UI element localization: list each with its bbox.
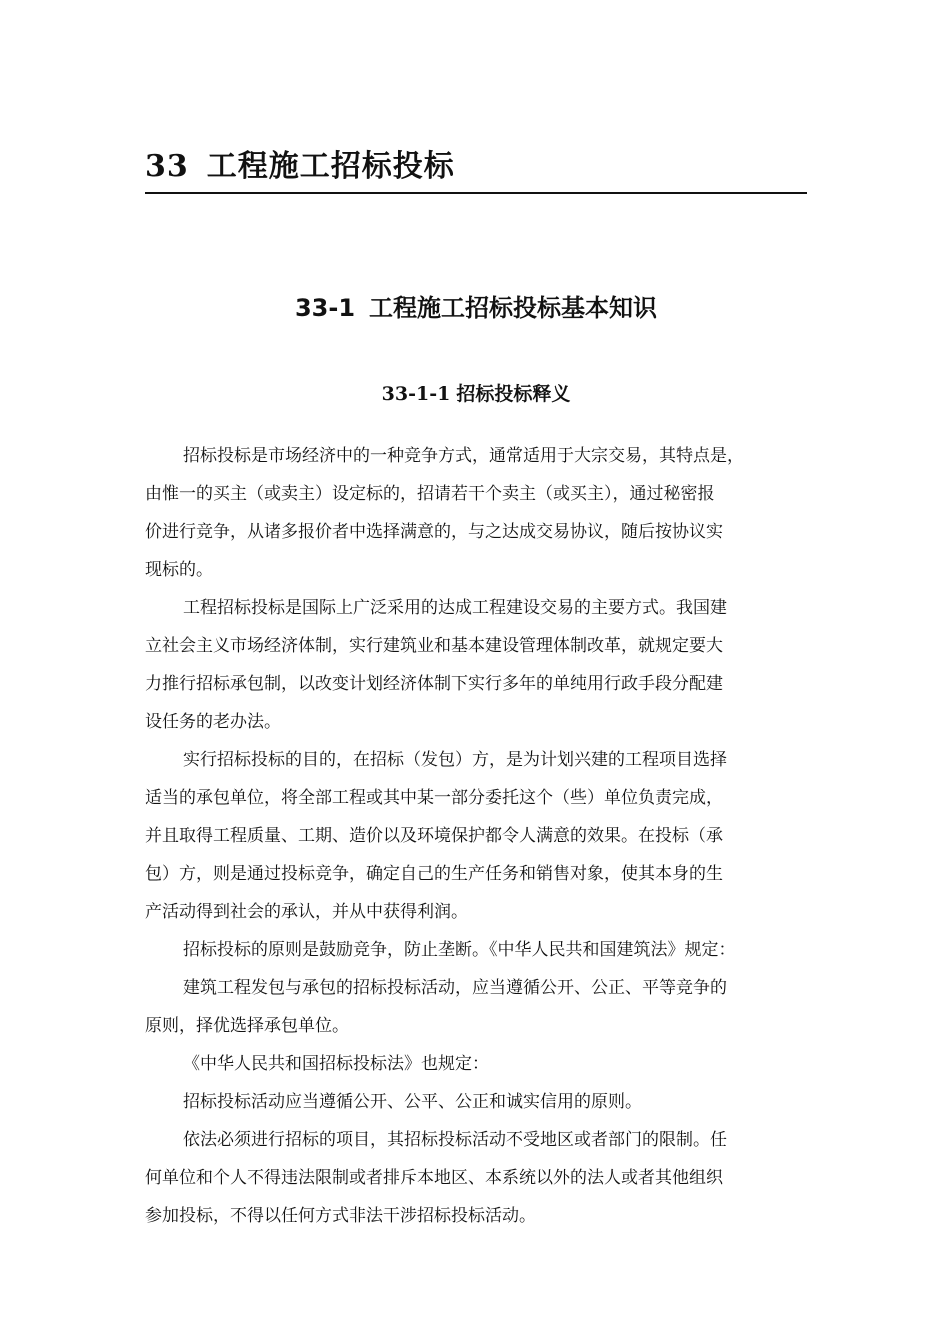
paragraph-line: 何单位和个人不得违法限制或者排斥本地区、本系统以外的法人或者其他组织	[145, 1168, 723, 1188]
paragraph-line: 工程招标投标是国际上广泛采用的达成工程建设交易的主要方式。我国建	[183, 598, 727, 618]
subsection-title	[145, 378, 807, 410]
paragraph-line: 价进行竞争，从诸多报价者中选择满意的，与之达成交易协议，随后按协议实	[145, 522, 723, 542]
section-number: 33-1	[294, 294, 356, 322]
paragraph-line: 依法必须进行招标的项目，其招标投标活动不受地区或者部门的限制。任	[183, 1130, 727, 1150]
paragraph-line: 由惟一的买主（或卖主）设定标的，招请若干个卖主（或买主），通过秘密报	[145, 484, 715, 504]
paragraph-line: 包）方，则是通过投标竞争，确定自己的生产任务和销售对象，使其本身的生	[145, 864, 723, 884]
paragraph-line: 设任务的老办法。	[145, 712, 281, 732]
section-title	[145, 288, 807, 328]
paragraph-line: 立社会主义市场经济体制，实行建筑业和基本建设管理体制改革，就规定要大	[145, 636, 723, 656]
paragraph-line: 参加投标，不得以任何方式非法干涉招标投标活动。	[145, 1206, 536, 1226]
paragraph-line: 力推行招标承包制，以改变计划经济体制下实行多年的单纯用行政手段分配建	[145, 674, 723, 694]
section-title-text: 工程施工招标投标基本知识	[369, 294, 658, 322]
paragraph-line: 现标的。	[145, 560, 213, 580]
paragraph-line: 产活动得到社会的承认，并从中获得利润。	[145, 902, 468, 922]
chapter-title-text: 工程施工招标投标	[206, 149, 455, 184]
chapter-title	[145, 144, 807, 194]
paragraph-line: 实行招标投标的目的，在招标（发包）方，是为计划兴建的工程项目选择	[183, 750, 727, 770]
paragraph-line: 招标投标的原则是鼓励竞争，防止垄断。《中华人民共和国建筑法》规定：	[183, 940, 736, 960]
paragraph-line: 招标投标是市场经济中的一种竞争方式，通常适用于大宗交易，其特点是，	[183, 446, 744, 466]
paragraph-line: 建筑工程发包与承包的招标投标活动，应当遵循公开、公正、平等竞争的	[183, 978, 727, 998]
chapter-number: 33	[145, 149, 189, 184]
subsection-number: 33-1-1	[381, 383, 451, 405]
paragraph-line: 适当的承包单位，将全部工程或其中某一部分委托这个（些）单位负责完成，	[145, 788, 723, 808]
subsection-title-text: 招标投标释义	[456, 383, 571, 405]
paragraph-line: 并且取得工程质量、工期、造价以及环境保护都令人满意的效果。在投标（承	[145, 826, 723, 846]
paragraph-line: 《中华人民共和国招标投标法》也规定：	[183, 1054, 489, 1074]
body-text	[145, 437, 807, 1235]
paragraph-line: 原则，择优选择承包单位。	[145, 1016, 349, 1036]
paragraph-line: 招标投标活动应当遵循公开、公平、公正和诚实信用的原则。	[183, 1092, 642, 1112]
